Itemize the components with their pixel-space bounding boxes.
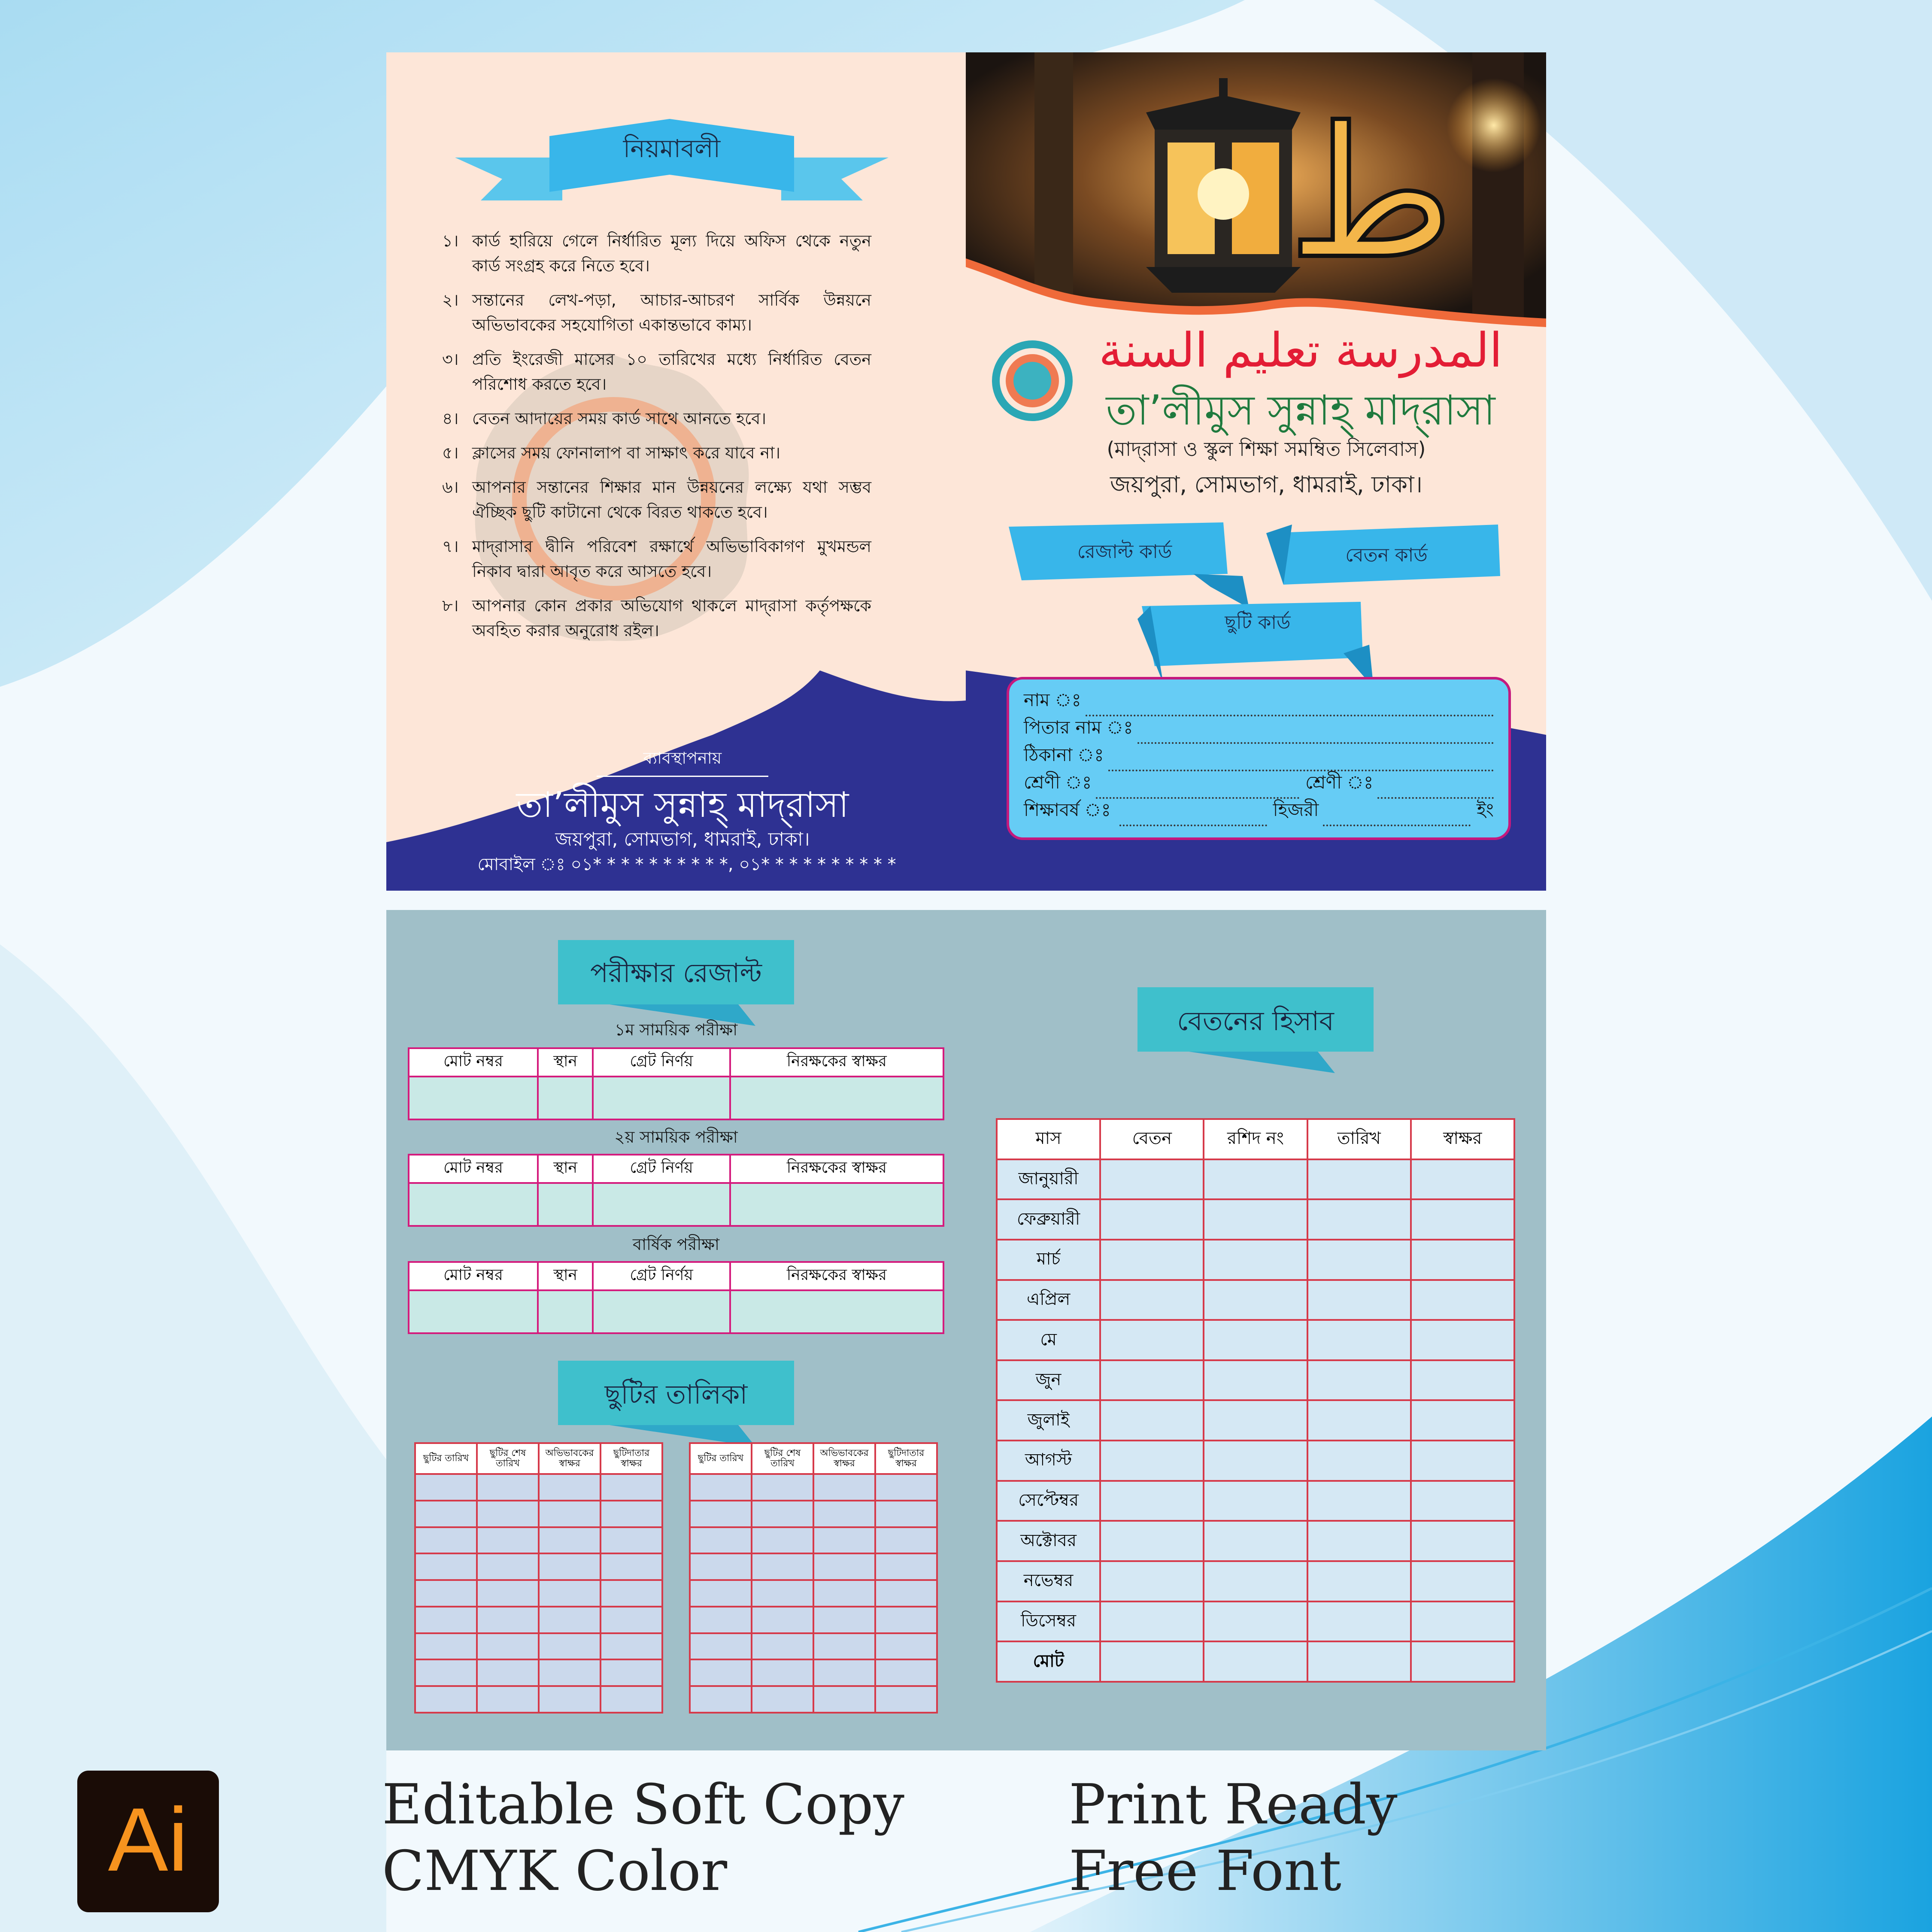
- logo-icon: [992, 340, 1073, 422]
- table-cell[interactable]: [1100, 1240, 1204, 1280]
- table-cell[interactable]: [690, 1633, 752, 1660]
- col-total: মোট নম্বর: [409, 1155, 538, 1183]
- table-row: [997, 1240, 1514, 1280]
- table-cell[interactable]: [1204, 1240, 1307, 1280]
- rule-item: ৫। ক্লাসের সময় ফোনালাপ বা সাক্ষাৎ করে যাবে না।: [442, 443, 781, 462]
- class-field[interactable]: [1096, 780, 1299, 799]
- table-cell[interactable]: [538, 1290, 593, 1333]
- month-label: আগস্ট: [997, 1441, 1100, 1481]
- table-cell[interactable]: [690, 1607, 752, 1633]
- table-cell[interactable]: [539, 1527, 601, 1554]
- rules-list: [442, 228, 871, 652]
- table-cell[interactable]: [477, 1607, 539, 1633]
- table-cell[interactable]: [690, 1474, 752, 1501]
- exam-1-table: [408, 1047, 944, 1120]
- month-label: জানুয়ারী: [997, 1159, 1100, 1200]
- address-label: ঠিকানা ঃ: [1024, 744, 1104, 765]
- table-cell[interactable]: [875, 1686, 937, 1713]
- name-label: নাম ঃ: [1024, 689, 1081, 710]
- table-cell[interactable]: [601, 1607, 662, 1633]
- table-cell[interactable]: [1100, 1601, 1204, 1642]
- table-cell[interactable]: [593, 1183, 730, 1226]
- table-cell[interactable]: [690, 1527, 752, 1554]
- col-receipt: রশিদ নং: [1204, 1119, 1307, 1159]
- table-cell[interactable]: [1411, 1481, 1514, 1521]
- table-cell[interactable]: [409, 1183, 538, 1226]
- table-cell[interactable]: [539, 1553, 601, 1580]
- col-grade: গ্রেট নির্ণয়: [593, 1155, 730, 1183]
- table-cell[interactable]: [1307, 1601, 1411, 1642]
- col-position: স্থান: [538, 1262, 593, 1290]
- col-sign: নিরক্ষকের স্বাক্ষর: [730, 1048, 943, 1077]
- col-total: মোট নম্বর: [409, 1262, 538, 1290]
- table-cell[interactable]: [1100, 1159, 1204, 1200]
- table-cell[interactable]: [601, 1659, 662, 1686]
- month-label: ফেব্রুয়ারী: [997, 1199, 1100, 1240]
- table-cell[interactable]: [1411, 1280, 1514, 1320]
- student-info-form: [1007, 677, 1511, 840]
- table-cell[interactable]: [1411, 1240, 1514, 1280]
- table-cell[interactable]: [539, 1607, 601, 1633]
- table-row: [997, 1441, 1514, 1481]
- table-cell[interactable]: [415, 1580, 477, 1607]
- exam-3-table: [408, 1261, 944, 1334]
- table-cell[interactable]: [1100, 1280, 1204, 1320]
- month-label: জুন: [997, 1360, 1100, 1401]
- table-cell[interactable]: [477, 1527, 539, 1554]
- table-cell[interactable]: [1204, 1320, 1307, 1360]
- eng-label: ইং: [1477, 799, 1494, 820]
- col-granter-sign: ছুটিদাতার স্বাক্ষর: [601, 1443, 662, 1474]
- cover-sheet: [966, 52, 1546, 891]
- arabic-glyph: ط: [1288, 89, 1455, 299]
- table-cell[interactable]: [1307, 1641, 1411, 1682]
- col-salary: বেতন: [1100, 1119, 1204, 1159]
- father-label: পিতার নাম ঃ: [1024, 717, 1133, 738]
- table-cell[interactable]: [538, 1183, 593, 1226]
- rules-title: নিয়মাবলী: [623, 134, 721, 163]
- month-label: নভেম্বর: [997, 1561, 1100, 1601]
- cover-address: জয়পুরা, সোমভাগ, ধামরাই, ঢাকা।: [1110, 471, 1422, 498]
- table-cell[interactable]: [752, 1527, 813, 1554]
- table-cell[interactable]: [538, 1077, 593, 1119]
- table-cell[interactable]: [1204, 1481, 1307, 1521]
- col-signature: স্বাক্ষর: [1411, 1119, 1514, 1159]
- exam-2-label: ২য় সাময়িক পরীক্ষা: [614, 1128, 738, 1146]
- col-sign: নিরক্ষকের স্বাক্ষর: [730, 1262, 943, 1290]
- table-cell[interactable]: [601, 1633, 662, 1660]
- col-granter-sign: ছুটিদাতার স্বাক্ষর: [875, 1443, 937, 1474]
- rule-item: ৪। বেতন আদায়ের সময় কার্ড সাথে আনতে হবে।: [442, 409, 767, 428]
- table-row: [997, 1561, 1514, 1601]
- table-cell[interactable]: [409, 1290, 538, 1333]
- table-cell[interactable]: [752, 1607, 813, 1633]
- rule-item: ৭। মাদ্‌রাসার দ্বীনি পরিবেশ রক্ষার্থে অভিভাবিকাগণ মুখমন্ডল নিকাব দ্বারা আবৃত করে আসতে হবে।: [442, 537, 871, 581]
- month-label: মার্চ: [997, 1240, 1100, 1280]
- table-cell[interactable]: [415, 1474, 477, 1501]
- table-cell[interactable]: [690, 1686, 752, 1713]
- table-cell[interactable]: [875, 1527, 937, 1554]
- month-label: সেপ্টেম্বর: [997, 1481, 1100, 1521]
- table-cell[interactable]: [1411, 1561, 1514, 1601]
- col-leave-end: ছুটির শেষ তারিখ: [477, 1443, 539, 1474]
- table-cell[interactable]: [477, 1501, 539, 1527]
- rule-item: ৬। আপনার সন্তানের শিক্ষার মান উন্নয়নের লক্ষ্যে যথা সম্ভব ঐচ্ছিক ছুটি কাটানো থেকে বিরত থাকতে হবে।: [442, 478, 871, 522]
- caption-cmyk: CMYK Color: [382, 1839, 727, 1903]
- table-cell[interactable]: [813, 1501, 875, 1527]
- table-cell[interactable]: [477, 1686, 539, 1713]
- org-name: তা’লীমুস সুন্নাহ্‌ মাদ্‌রাসা: [516, 785, 849, 825]
- caption-print-ready: Print Ready: [1069, 1773, 1398, 1837]
- table-cell[interactable]: [752, 1501, 813, 1527]
- exam-3-label: বার্ষিক পরীক্ষা: [632, 1235, 720, 1254]
- rule-item: ২। সন্তানের লেখ-পড়া, আচার-আচরণ সার্বিক উন্নয়নে অভিভাবকের সহযোগিতা একান্তভাবে কাম্য।: [442, 291, 871, 334]
- table-row: [997, 1320, 1514, 1360]
- table-cell[interactable]: [690, 1659, 752, 1686]
- table-cell[interactable]: [415, 1659, 477, 1686]
- table-cell[interactable]: [1307, 1360, 1411, 1401]
- table-cell[interactable]: [875, 1501, 937, 1527]
- salary-title: বেতনের হিসাব: [1177, 1005, 1334, 1037]
- caption-free-font: Free Font: [1069, 1839, 1341, 1903]
- table-row: [997, 1641, 1514, 1682]
- table-cell[interactable]: [1307, 1441, 1411, 1481]
- management-label: ব্যাবস্থাপনায়: [597, 746, 768, 777]
- rule-item: ১। কার্ড হারিয়ে গেলে নির্ধারিত মূল্য দিয়ে অফিস থেকে নতুন কার্ড সংগ্রহ করে নিতে হবে।: [442, 231, 871, 275]
- result-card-button[interactable]: রেজাল্ট কার্ড: [1077, 541, 1172, 563]
- leave-table-2: [689, 1442, 938, 1714]
- table-cell[interactable]: [875, 1553, 937, 1580]
- table-cell[interactable]: [752, 1633, 813, 1660]
- table-cell[interactable]: [1204, 1360, 1307, 1401]
- table-cell[interactable]: [752, 1553, 813, 1580]
- ai-logo-text: Ai: [108, 1789, 188, 1890]
- table-row: [997, 1159, 1514, 1200]
- col-total: মোট নম্বর: [409, 1048, 538, 1077]
- table-cell[interactable]: [1204, 1601, 1307, 1642]
- org-address: জয়পুরা, সোমভাগ, ধামরাই, ঢাকা।: [555, 828, 810, 850]
- table-cell[interactable]: [1307, 1521, 1411, 1561]
- col-position: স্থান: [538, 1155, 593, 1183]
- leave-title: ছুটির তালিকা: [604, 1379, 748, 1410]
- total-label: মোট: [997, 1641, 1100, 1682]
- table-cell[interactable]: [1100, 1199, 1204, 1240]
- table-cell[interactable]: [1204, 1199, 1307, 1240]
- table-cell[interactable]: [539, 1474, 601, 1501]
- table-cell[interactable]: [752, 1659, 813, 1686]
- col-month: মাস: [997, 1119, 1100, 1159]
- table-cell[interactable]: [593, 1077, 730, 1119]
- month-label: মে: [997, 1320, 1100, 1360]
- table-cell[interactable]: [1204, 1561, 1307, 1601]
- cover-subtitle: (মাদ্‌রাসা ও স্কুল শিক্ষা সমম্বিত সিলেবাস): [1107, 437, 1426, 461]
- col-position: স্থান: [538, 1048, 593, 1077]
- month-label: ডিসেম্বর: [997, 1601, 1100, 1642]
- table-row: [997, 1199, 1514, 1240]
- table-cell[interactable]: [1100, 1641, 1204, 1682]
- table-cell[interactable]: [813, 1607, 875, 1633]
- table-cell[interactable]: [601, 1501, 662, 1527]
- salary-table: [996, 1118, 1515, 1683]
- table-row: [997, 1601, 1514, 1642]
- table-cell[interactable]: [1100, 1561, 1204, 1601]
- table-row: [997, 1360, 1514, 1401]
- month-label: অক্টোবর: [997, 1521, 1100, 1561]
- rule-item: ৮। আপনার কোন প্রকার অভিযোগ থাকলে মাদ্‌রাসা কর্তৃপক্ষকে অবহিত করার অনুরোধ রইল।: [442, 596, 871, 640]
- table-cell[interactable]: [875, 1633, 937, 1660]
- table-cell[interactable]: [415, 1686, 477, 1713]
- leave-table-1: [414, 1442, 663, 1714]
- table-cell[interactable]: [752, 1474, 813, 1501]
- table-cell[interactable]: [1411, 1320, 1514, 1360]
- table-cell[interactable]: [415, 1607, 477, 1633]
- table-cell[interactable]: [415, 1553, 477, 1580]
- table-cell[interactable]: [813, 1659, 875, 1686]
- table-cell[interactable]: [1204, 1641, 1307, 1682]
- table-cell[interactable]: [415, 1527, 477, 1554]
- table-cell[interactable]: [477, 1659, 539, 1686]
- address-field[interactable]: [1108, 752, 1494, 771]
- table-cell[interactable]: [1307, 1199, 1411, 1240]
- table-cell[interactable]: [1411, 1641, 1514, 1682]
- table-cell[interactable]: [1307, 1400, 1411, 1441]
- exam-2-table: [408, 1154, 944, 1227]
- table-cell[interactable]: [813, 1553, 875, 1580]
- table-cell[interactable]: [813, 1633, 875, 1660]
- table-cell[interactable]: [730, 1183, 943, 1226]
- table-cell[interactable]: [1307, 1481, 1411, 1521]
- caption-editable: Editable Soft Copy: [382, 1773, 904, 1837]
- table-cell[interactable]: [1307, 1280, 1411, 1320]
- table-cell[interactable]: [730, 1290, 943, 1333]
- rule-item: ৩। প্রতি ইংরেজী মাসের ১০ তারিখের মধ্যে নির্ধারিত বেতন পরিশোধ করতে হবে।: [442, 350, 871, 394]
- table-cell[interactable]: [1307, 1320, 1411, 1360]
- table-row: [997, 1400, 1514, 1441]
- table-cell[interactable]: [1307, 1561, 1411, 1601]
- table-cell[interactable]: [1204, 1280, 1307, 1320]
- table-cell[interactable]: [1307, 1159, 1411, 1200]
- table-cell[interactable]: [539, 1686, 601, 1713]
- table-row: [997, 1280, 1514, 1320]
- name-field[interactable]: [1086, 698, 1494, 716]
- table-row: [997, 1481, 1514, 1521]
- hijri-field[interactable]: [1323, 807, 1471, 826]
- table-cell[interactable]: [539, 1659, 601, 1686]
- col-leave-end: ছুটির শেষ তারিখ: [752, 1443, 813, 1474]
- table-cell[interactable]: [1204, 1441, 1307, 1481]
- table-cell[interactable]: [1204, 1521, 1307, 1561]
- table-cell[interactable]: [539, 1580, 601, 1607]
- table-cell[interactable]: [752, 1686, 813, 1713]
- table-cell[interactable]: [1411, 1441, 1514, 1481]
- table-cell[interactable]: [730, 1077, 943, 1119]
- table-cell[interactable]: [539, 1633, 601, 1660]
- table-cell[interactable]: [1100, 1360, 1204, 1401]
- table-cell[interactable]: [601, 1474, 662, 1501]
- table-cell[interactable]: [1100, 1441, 1204, 1481]
- class-label: শ্রেণী ঃ: [1024, 772, 1092, 793]
- table-cell[interactable]: [690, 1580, 752, 1607]
- bangla-name: তা’লীমুস সুন্নাহ্‌ মাদ্‌রাসা: [1106, 386, 1495, 434]
- table-cell[interactable]: [409, 1077, 538, 1119]
- table-cell[interactable]: [415, 1633, 477, 1660]
- table-cell[interactable]: [593, 1290, 730, 1333]
- leave-card-button[interactable]: ছুটি কার্ড: [1225, 612, 1291, 634]
- org-mobile: মোবাইল ঃ ০১* * * * * * * * * *, ০১* * * * * * * * * *: [477, 855, 896, 874]
- rules-sheet: [386, 52, 966, 891]
- table-cell[interactable]: [1100, 1481, 1204, 1521]
- inner-sheet: [386, 910, 1546, 1750]
- table-cell[interactable]: [601, 1580, 662, 1607]
- col-leave-date: ছুটির তারিখ: [415, 1443, 477, 1474]
- father-field[interactable]: [1137, 725, 1494, 744]
- arabic-name: المدرسة تعليم السنة: [1098, 323, 1503, 378]
- table-cell[interactable]: [601, 1553, 662, 1580]
- hijri-label: হিজরী: [1273, 799, 1319, 820]
- table-cell[interactable]: [813, 1686, 875, 1713]
- session-label: শিক্ষাবর্ষ ঃ: [1024, 799, 1111, 820]
- table-cell[interactable]: [539, 1501, 601, 1527]
- table-cell[interactable]: [601, 1686, 662, 1713]
- table-cell[interactable]: [1100, 1320, 1204, 1360]
- table-cell[interactable]: [752, 1580, 813, 1607]
- table-cell[interactable]: [477, 1474, 539, 1501]
- col-grade: গ্রেট নির্ণয়: [593, 1262, 730, 1290]
- col-guardian-sign: অভিভাবকের স্বাক্ষর: [539, 1443, 601, 1474]
- month-label: জুলাই: [997, 1400, 1100, 1441]
- table-cell[interactable]: [813, 1580, 875, 1607]
- month-label: এপ্রিল: [997, 1280, 1100, 1320]
- lantern-photo: [966, 52, 1546, 327]
- table-cell[interactable]: [477, 1580, 539, 1607]
- exam-1-label: ১ম সাময়িক পরীক্ষা: [614, 1020, 738, 1039]
- table-cell[interactable]: [601, 1527, 662, 1554]
- table-cell[interactable]: [1307, 1240, 1411, 1280]
- table-cell[interactable]: [1100, 1521, 1204, 1561]
- table-cell[interactable]: [875, 1607, 937, 1633]
- results-title: পরীক্ষার রেজাল্ট: [590, 957, 762, 989]
- table-cell[interactable]: [1411, 1400, 1514, 1441]
- col-sign: নিরক্ষকের স্বাক্ষর: [730, 1155, 943, 1183]
- table-cell[interactable]: [1204, 1159, 1307, 1200]
- table-cell[interactable]: [1411, 1199, 1514, 1240]
- col-leave-date: ছুটির তারিখ: [690, 1443, 752, 1474]
- table-cell[interactable]: [690, 1553, 752, 1580]
- table-cell[interactable]: [1100, 1400, 1204, 1441]
- col-guardian-sign: অভিভাবকের স্বাক্ষর: [813, 1443, 875, 1474]
- table-cell[interactable]: [415, 1501, 477, 1527]
- table-row: [997, 1521, 1514, 1561]
- session-field[interactable]: [1119, 807, 1267, 826]
- salary-card-button[interactable]: বেতন কার্ড: [1345, 544, 1428, 566]
- table-cell[interactable]: [1411, 1360, 1514, 1401]
- table-cell[interactable]: [813, 1474, 875, 1501]
- class2-label: শ্রেণী ঃ: [1305, 772, 1374, 793]
- table-cell[interactable]: [875, 1659, 937, 1686]
- table-cell[interactable]: [690, 1501, 752, 1527]
- table-cell[interactable]: [1411, 1601, 1514, 1642]
- table-cell[interactable]: [875, 1474, 937, 1501]
- table-cell[interactable]: [1204, 1400, 1307, 1441]
- table-cell[interactable]: [1411, 1521, 1514, 1561]
- table-cell[interactable]: [875, 1580, 937, 1607]
- col-grade: গ্রেট নির্ণয়: [593, 1048, 730, 1077]
- table-cell[interactable]: [1411, 1159, 1514, 1200]
- table-cell[interactable]: [477, 1553, 539, 1580]
- table-cell[interactable]: [813, 1527, 875, 1554]
- table-cell[interactable]: [477, 1633, 539, 1660]
- ai-logo: [77, 1771, 219, 1912]
- col-date: তারিখ: [1307, 1119, 1411, 1159]
